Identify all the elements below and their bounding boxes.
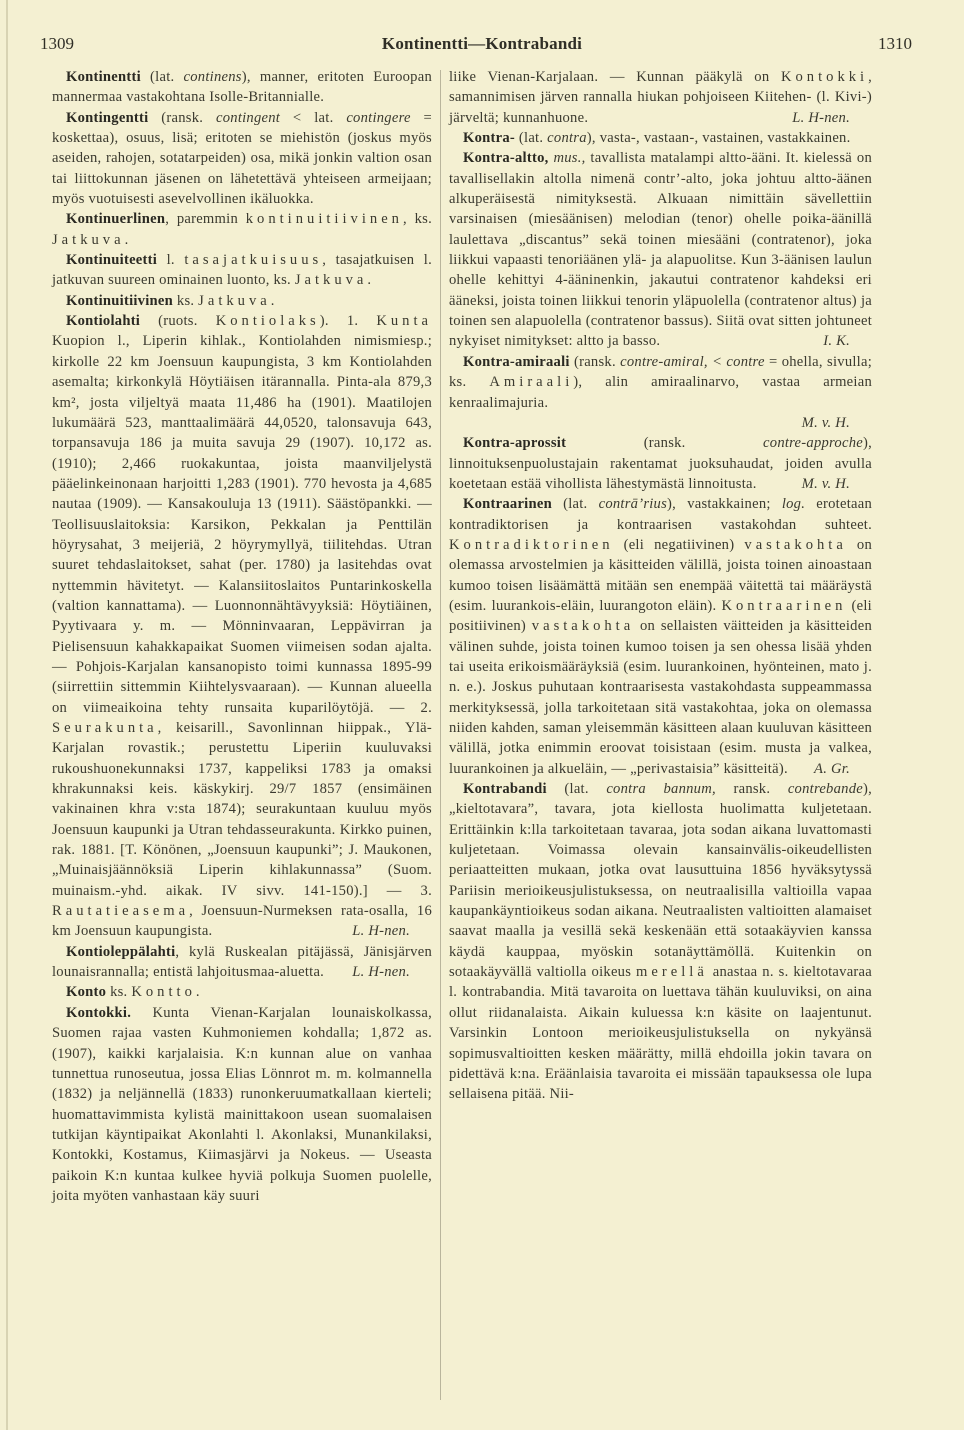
entry-text: .	[270, 292, 275, 309]
spaced-term: Seurakunta	[52, 720, 158, 736]
entry-text: ), vasta-, vastaan-, vastainen, vastakkainen.	[586, 130, 851, 147]
entry-text: , samannimisen järven rannalla hiukan pohjoiseen Kiitehen- (l. Kivi-) järveltä; kunnanhuone.	[449, 69, 872, 126]
dictionary-entry	[449, 494, 872, 779]
author-signature: L. H-nen.	[352, 923, 410, 940]
dictionary-entry	[52, 291, 432, 311]
author-signature: M. v. H.	[801, 475, 850, 492]
page-number-right: 1310	[878, 34, 912, 53]
entry-text: (eli positiivinen)	[449, 597, 872, 635]
entry-text: (lat.	[546, 781, 607, 798]
entry-headword: Kontiolahti	[66, 313, 141, 330]
page-number-left: 1309	[40, 34, 74, 53]
entry-text: ), vastakkainen;	[667, 496, 782, 513]
author-signature: I. K.	[823, 333, 850, 350]
entry-headword: Kontokki.	[66, 1004, 132, 1021]
entry-text: on olemassa arvostelmien ja käsitteiden välillä, joista toinen ainoastaan kumoo toisen lisäämättä mitään sen enempää väitettä tai määräystä (esim. luurankois-eläin, luurangoton eläin).	[449, 536, 872, 614]
entry-text: , ks.	[402, 211, 432, 228]
entry-headword: Kontrabandi	[463, 781, 547, 798]
spaced-term: Kontiolaks	[215, 313, 320, 330]
spaced-term: merellä	[636, 964, 708, 981]
italic-term: contre-approche	[763, 435, 863, 452]
spaced-term: Kontradiktorinen	[449, 536, 614, 553]
spaced-term: Kontto	[131, 984, 196, 1001]
spaced-term: Rautatieasema	[52, 903, 190, 920]
entry-text: on sellaisten väitteiden ja käsitteiden välinen suhde, joista toinen kumoo toisen ja sen ohessa lisää yhden tai useita erikoismääräyksiä (esim. luurankoinen, hyönteinen, mato j. n. e.). Joskus puhutaan kontraarisesta vastakohdasta suppeammassa merkityksessä, jolla tarkoitetaan sitä vastakohtaa, joka on olemassa niiden kahden, saman yleisemmän käsitteen alaan kuuluvan käsitteen välillä, jotka enimmin eroovat toisistaan (esim. musta ja valkea, luurankoinen ja alkueläin, — „perivastaisia” käsitteitä).	[449, 618, 872, 777]
dictionary-entry	[52, 67, 432, 108]
spaced-term: Kontraarinen	[721, 597, 847, 614]
entry-text: Kuopion l., Liperin kihlak., Kontiolahden nimismiesp.; kirkolle 22 km Joensuun kaupungista, 3 km Kontiolahden asemalta; kirkonkylä Höytiäisen itärannalla. Pinta-ala 879,3 km², josta viljeltyä maata 11,486 ha (1901). Maatilojen lukumäärä 523, manttaalimäärä 44,0520, talonsavuja 643, torpansavuja 186 ja muita savuja 29 (1907). 10,172 as. (1910); 2,466 ruokakuntaa, joista maanviljelystä pääelinkeinonaan harjoitti 1,283 (1901). 770 hevosta ja 4,685 nautaa (1909). — Kansakouluja 13 (1911). Säästöpankki. — Teollisuuslaitoksia: Karsikon, Pekkalan ja Penttilän höyrysahat, 3 meijeriä, 2 höyrymyllyä, tiilitehdas. Utran suuret tehdaslaitokset, sahat (per. 1780) ja lasitehdas ovat nyttemmin hävitetyt. — Kalansiitoslaitos Puntarinkoskella (valtion kannattama). — Luonnonnähtävyyksiä: Höytiäinen, Pyytivaara y. m. — Mönninvaaran, Leppävirran ja Pielisensuun kahakkapaikat Suomen viimeisen sodan ajalta. — Pohjois-Karjalan kansanopisto toimi kunnassa 1895-99 (siirrettiin sittemmin Kiihtelysvaaraan). — Kunnan alueella on viimeaikoina tehty runsaita kuparilöytöjä. — 2.	[52, 333, 432, 716]
entry-text: liike Vienan-Karjalaan. — Kunnan pääkylä on	[449, 69, 781, 85]
italic-term: log.	[781, 496, 806, 513]
left-column	[52, 67, 432, 1206]
dictionary-entry	[52, 108, 432, 210]
italic-term: continens	[183, 69, 242, 85]
italic-term: contingere	[346, 109, 411, 126]
author-signature: L. H-nen.	[352, 964, 410, 981]
entry-headword: Kontingentti	[66, 109, 149, 126]
entry-text: , keisarill., Savonlinnan hiippak., Ylä-Karjalan rovastik.; perustettu Liperiin kuuluvaksi rukoushuonekunnaksi 1737, kappeliksi 1783 ja omaksi khrakunnaksi keis. käskykirj. 29/7 1857 (ensimäinen vakinainen khra v:sta 1874); seurakuntaan kuuluu myös Joensuun kaupunki ja Utran tehdasseurakunta. Kirkko puinen, rak. 1881. [T. Könönen, „Joensuun kaupunki”; J. Maukonen, „Muinaisjäännöksiä Liperin kihlakunnassa” (Suom. muinaism.-yhd. aikak. IV sivv. 141-150).] — 3.	[52, 720, 432, 899]
entry-headword: Kontraarinen	[463, 496, 552, 513]
entry-text: l.	[157, 252, 185, 269]
entry-text: (eli negatiivinen)	[613, 536, 745, 553]
italic-term: mus.,	[553, 150, 586, 167]
entry-text: ransk.	[715, 781, 788, 798]
spaced-term: Jatkuva	[294, 272, 368, 289]
dictionary-entry	[52, 311, 432, 942]
entry-text: (ransk.	[566, 435, 764, 452]
italic-term: contre-amiral, < contre	[620, 353, 765, 370]
entry-text: ), manner, eritoten Euroopan mannermaa vastakohtana Isolle-Britannialle.	[52, 69, 432, 106]
entry-text: ks.	[106, 984, 132, 1001]
entry-text: (lat.	[515, 130, 548, 147]
dictionary-entry	[52, 250, 432, 291]
entry-text: ). 1.	[319, 313, 377, 330]
entry-text: .	[367, 272, 372, 289]
spaced-term: Kontokki	[780, 69, 869, 85]
right-column	[449, 67, 872, 1105]
dictionary-entry	[52, 1003, 432, 1206]
entry-headword: Kontra-altto,	[463, 150, 549, 167]
author-signature: M. v. H.	[801, 414, 850, 431]
entry-headword: Konto	[66, 984, 107, 1001]
spaced-term: tasajatkuisuus	[184, 252, 323, 269]
entry-headword: Kontinuiteetti	[66, 252, 158, 269]
entry-text: (ruots.	[140, 313, 216, 330]
dictionary-entry	[449, 128, 872, 148]
italic-term: contingent	[216, 109, 281, 126]
entry-continuation	[449, 67, 872, 128]
dictionary-entry	[449, 352, 872, 433]
entry-text: , paremmin	[165, 211, 246, 228]
entry-headword: Kontinentti	[66, 69, 141, 85]
italic-term: contra bannum,	[606, 781, 716, 798]
italic-term: contrebande	[787, 781, 863, 798]
entry-text: = ohella, sivulla; ks.	[449, 353, 873, 391]
italic-term: contrā’rius	[598, 496, 668, 513]
entry-text: tavallista matalampi altto-ääni. It. kielessä on tavallisellakin altolla nimenä contr’-alto, joka johtuu altto-äänen alkuperäisestä nimityksestä. Alkuaan nimittäin sävellettiin varsinaisen (miesäänisen) melodian (tenor) ohelle poika-äänillä laulettava „discantus” sekä toinen miesääni (contratenor), joka liikkui vapaasti tenoriäänen ylä- ja alapuolitse. Kun 3-äänisen laulun ohelle kehittyi 4-ääninenkin, jakautui contratenor kahdeksi eri ääneksi, joista toinen liikkui tenorin yläpuolella (contratenor altus) ja toinen sen alapuolella (contratenor bassus). Siitä ovat sitten johtuneet nykyiset nimitykset: altto ja basso.	[449, 150, 872, 350]
running-title: Kontinentti—Kontrabandi	[381, 34, 583, 53]
dictionary-entry	[52, 209, 432, 250]
entry-text: , Joensuun-Nurmeksen rata-osalla, 16 km Joensuun kaupungista.	[52, 903, 432, 940]
entry-text: (lat.	[551, 496, 599, 513]
entry-headword: Kontra-amiraali	[463, 353, 570, 370]
entry-text: < lat.	[280, 109, 347, 126]
entry-text: (ransk.	[569, 353, 621, 370]
author-signature: L. H-nen.	[792, 109, 850, 126]
author-signature: A. Gr.	[814, 760, 850, 777]
entry-text: Kunta Vienan-Karjalan lounaiskolkassa, Suomen rajaa vasten Kuhmoniemen kohdalla; 1,872 as. (1907), kaikki karjalaisia. K:n kunnan alue on vanhaa tunnettua runoseutua, jossa Elias Lönnrot m. m. kolmannella (1832) ja neljännellä (1833) runonkeruumatkallaan kierteli; huomattavimmista kylistä mainittakoon usean suomalaisen tutkijan käyntipaikat Akonlahti l. Akonlaksi, Munankilaksi, Kontokki, Kostamus, Kiimasjärvi ja Nokeus. — Useasta paikoin K:n kuntaa kulkee hyviä polkuja Suomen puolelle, joita myöten vanhastaan käy suuri	[52, 1004, 432, 1204]
entry-text: ), linnoituksenpuolustajain rakentamat juoksuhaudat, joiden avulla koetetaan estää vihollista lähestymästä linnoitusta.	[449, 435, 872, 492]
entry-text: (ransk.	[148, 109, 216, 126]
page-edge	[6, 0, 8, 1430]
entry-text: , tasajatkuisen l. jatkuvan suureen ominainen luonto, ks.	[52, 252, 433, 289]
spaced-term: Kunta	[376, 313, 432, 330]
entry-text: ks.	[173, 292, 199, 309]
spaced-term: Amiraali	[489, 374, 574, 391]
entry-headword: Kontra-	[463, 130, 516, 147]
spaced-term: Jatkuva	[52, 231, 125, 248]
entry-text: (lat.	[140, 69, 184, 85]
entry-headword: Kontinuitiivinen	[66, 292, 173, 309]
entry-text: anastaa n. s. kieltotavaraa l. kontrabandia. Mitä tavaroita on luettava tähän kuuluviksi, on aina ollut riidanalaista. Aikain kuluessa k:n käsite on laajentunut. Varsinkin Lontoon merioikeusjulistuksella on nykyänsä sopimusvaltioitten kesken määrätty, millä ehdoilla jokin tavara on pidettävä k:na. Eräänlaisia tavaroita ei missään tapauksessa ole lupa sellaisena pitää. Nii-	[449, 964, 872, 1103]
entry-text: erotetaan kontradiktorisen ja kontraarisen vastakohdan suhteet.	[449, 496, 872, 533]
dictionary-entry	[449, 779, 872, 1105]
entry-text: = koskettaa), osuus, lisä; eritoten se miehistön (joskus myös aseiden, rahojen, sotatarpeiden) osa, mikä jonkin valtion osan tai liittokunnan jäsenen on lähetettävä yhteiseen armeijaan; myös vuotuisesti asevelvollinen ikäluokka.	[52, 109, 432, 208]
entry-headword: Kontinuerlinen	[66, 211, 166, 228]
column-divider	[440, 70, 441, 1400]
entry-text: ), alin amiraalinarvo, vastaa armeian kenraalimajuria.	[449, 374, 872, 411]
spaced-term: Jatkuva	[198, 292, 271, 309]
entry-text: ), „kieltotavara”, tavara, jota kiellosta huolimatta kuljetetaan. Erittäinkin k:lla tarkoitetaan tavaraa, jota sodan aikana luvattomasti kuljetetaan. Voimassa olevain kansainvälis-oikeudellisten periaatteitten mukaan, jotka ovat lausuttuina 1856 hyväksytyssä Pariisin merioikeusjulistuksessa, on neutraalisilla valtioilla vapaa kaupankäyntioikeus sodan aikana. Neutraalisten valtioitten alamaiset saavat maalla ja vesillä sekä keskenään että sotaakäyvien kanssa käydä kauppaa, myöskin sotanäyttämöllä. Kuitenkin on sotaakäyvällä valtiolla oikeus	[449, 781, 872, 981]
dictionary-entry	[52, 982, 432, 1002]
spaced-term: vastakohta	[744, 536, 847, 553]
spaced-term: vastakohta	[531, 618, 635, 635]
entry-text: .	[124, 231, 129, 248]
dictionary-entry	[449, 148, 872, 351]
italic-term: contra	[547, 130, 587, 147]
dictionary-entry	[52, 942, 432, 983]
entry-headword: Kontioleppälahti	[66, 943, 176, 960]
entry-text: .	[195, 984, 200, 1001]
entry-text: , kylä Ruskealan pitäjässä, Jänisjärven lounaisrannalla; entistä lahjoitusmaa-aluetta.	[52, 943, 432, 981]
entry-headword: Kontra-aprossit	[463, 435, 567, 452]
dictionary-entry	[449, 433, 872, 494]
spaced-term: kontinuitiivinen	[245, 211, 403, 228]
